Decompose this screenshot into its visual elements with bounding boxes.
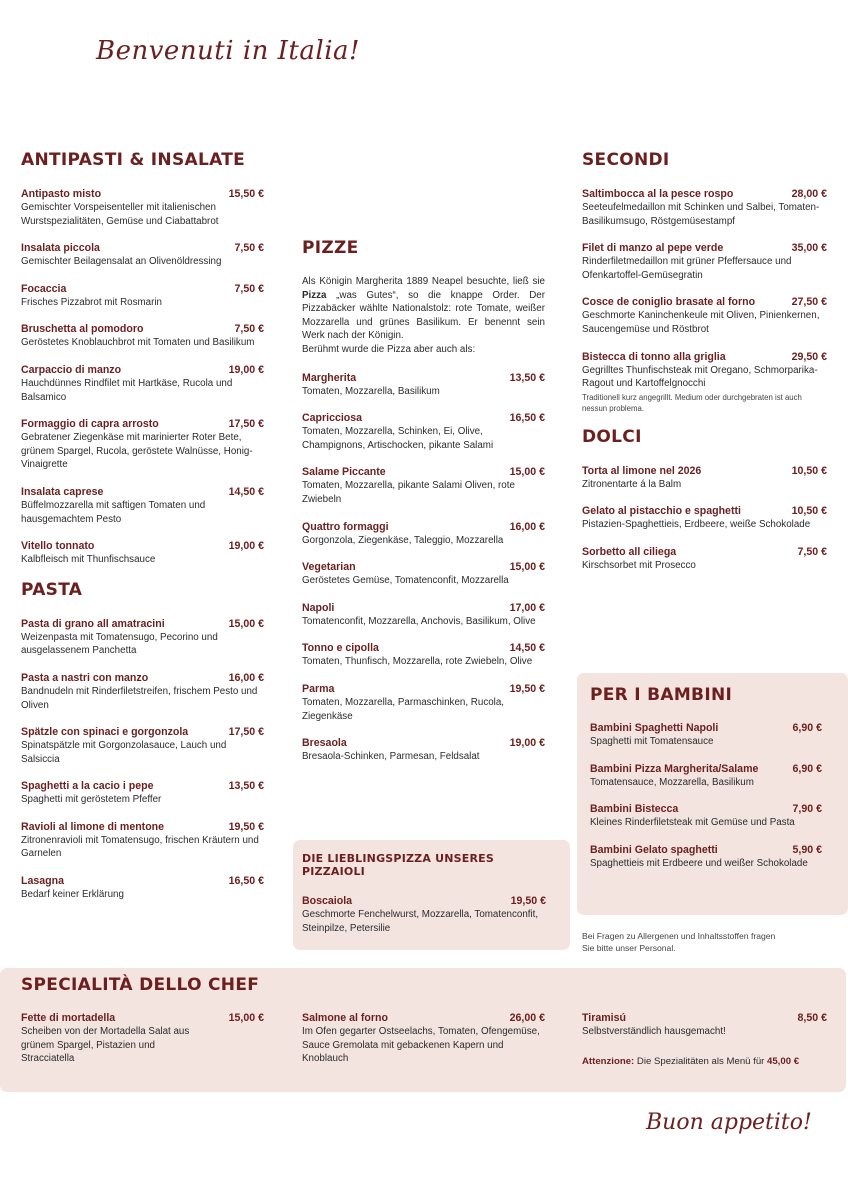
item-desc: Kalbfleisch mit Thunfischsauce — [21, 554, 156, 566]
menu-item — [590, 843, 822, 871]
item-desc: Geröstetes Knoblauchbrot mit Tomaten und Basilikum — [21, 337, 255, 349]
menu-item — [21, 187, 264, 228]
allergy-note: Bei Fragen zu Allergenen und Inhaltsstoffen fragen Sie bitte unser Personal. — [582, 931, 776, 953]
item-desc: Zitronenravioli mit Tomatensugo, frischen Kräutern und Garnelen — [21, 834, 259, 860]
menu-item — [582, 350, 827, 414]
item-price: 6,90 € — [792, 762, 822, 775]
item-name: Ravioli al limone di mentone — [21, 820, 165, 833]
item-desc: Tomaten, Thunfisch, Mozzarella, rote Zwiebeln, Olive — [302, 656, 533, 668]
item-desc: Tomaten, Mozzarella, Schinken, Ei, Olive, Champignons, Artischocken, pikante Salami — [302, 426, 494, 451]
item-price: 19,50 € — [510, 895, 546, 907]
item-price: 15,00 € — [509, 466, 545, 479]
item-name: Pasta a nastri con manzo — [21, 671, 149, 684]
item-name: Parma — [302, 682, 335, 695]
item-note: Traditionell kurz angegrillt. Medium oder durchgebraten ist auch nessun problema. — [582, 392, 802, 413]
menu-item — [302, 641, 545, 669]
item-desc: Tomaten, Mozzarella, Basilikum — [302, 385, 440, 397]
pizze-list — [302, 371, 545, 764]
right-column — [582, 150, 827, 586]
item-price: 27,50 € — [791, 296, 827, 309]
bambini-title: PER I BAMBINI — [590, 685, 733, 705]
pizze-intro-text-1: Als Königin Margherita 1889 Neapel besuchte, ließ sie — [302, 276, 545, 287]
bambini-box — [577, 673, 848, 915]
item-price: 17,50 € — [228, 726, 264, 739]
item-desc: Büffelmozzarella mit saftigen Tomaten und hausgemachtem Pesto — [21, 499, 206, 525]
menu-item — [582, 241, 827, 282]
item-price: 35,00 € — [791, 242, 827, 255]
secondi-list — [582, 187, 827, 414]
item-desc: Gemischter Vorspeisenteller mit italienischen Wurstspezialitäten, Gemüse und Ciabattabrot — [21, 202, 219, 227]
item-name: Bambini Bistecca — [590, 803, 679, 816]
item-name: Antipasto misto — [21, 188, 102, 200]
item-name: Bruschetta al pomodoro — [21, 323, 144, 336]
menu-item — [21, 485, 264, 526]
item-name: Napoli — [302, 601, 335, 614]
item-price: 17,00 € — [509, 601, 545, 614]
menu-item — [302, 465, 545, 506]
item-price: 15,00 € — [228, 617, 264, 630]
chef-specials-box — [0, 968, 846, 1092]
item-price: 7,50 € — [234, 282, 264, 295]
menu-item — [21, 241, 264, 269]
menu-item — [302, 1011, 545, 1066]
item-name: Tonno e cipolla — [302, 642, 379, 655]
item-desc: Selbstverständlich hausgemacht! — [582, 1026, 726, 1037]
item-desc: Tomaten, Mozzarella, pikante Salami Oliven, rote Zwiebeln — [302, 480, 515, 505]
item-name: Focaccia — [21, 282, 67, 295]
item-price: 15,00 € — [228, 1012, 264, 1024]
item-name: Vegetarian — [302, 561, 356, 574]
chef-menu-note — [582, 1055, 832, 1068]
item-name: Spaghetti a la cacio i pepe — [21, 780, 154, 793]
pizze-intro — [302, 275, 545, 357]
item-price: 5,90 € — [792, 843, 822, 856]
menu-item — [582, 504, 827, 532]
item-desc: Zitronentarte á la Balm — [582, 478, 682, 490]
item-price: 19,00 € — [509, 737, 545, 750]
pasta-title: PASTA — [21, 579, 83, 600]
item-desc: Kirschsorbet mit Prosecco — [582, 559, 696, 571]
menu-item — [21, 820, 264, 861]
item-price: 7,50 € — [797, 545, 827, 558]
item-name: Bambini Gelato spaghetti — [590, 843, 718, 856]
menu-item — [21, 417, 264, 472]
item-desc: Rinderfiletmedaillon mit grüner Pfeffersauce und Ofenkartoffel-Gemüsegratin — [582, 256, 792, 281]
item-price: 16,00 € — [228, 671, 264, 684]
attention-label: Attenzione: — [582, 1056, 635, 1067]
menu-item — [21, 363, 264, 404]
item-name: Gelato al pistacchio e spaghetti — [582, 505, 741, 518]
item-price: 28,00 € — [791, 188, 827, 200]
menu-item — [582, 1011, 827, 1039]
menu-item — [590, 762, 822, 790]
item-desc: Tomatenconfit, Mozzarella, Anchovis, Basilikum, Olive — [302, 615, 536, 627]
item-name: Spätzle con spinaci e gorgonzola — [21, 726, 189, 739]
item-desc: Bresaola-Schinken, Parmesan, Feldsalat — [302, 751, 480, 763]
menu-item — [582, 187, 827, 228]
item-price: 16,50 € — [509, 412, 545, 425]
item-price: 26,00 € — [509, 1012, 545, 1024]
menu-item — [302, 736, 545, 764]
secondi-title: SECONDI — [582, 150, 670, 170]
menu-item — [582, 545, 827, 573]
greeting-script: Benvenuti in Italia! — [96, 36, 360, 66]
favorite-pizza-title: DIE LIEBLINGSPIZZA UNSERES PIZZAIOLI — [302, 852, 494, 878]
item-desc: Scheiben von der Mortadella Salat aus grünem Spargel, Pistazien und Stracciatella — [21, 1026, 190, 1065]
menu-item — [302, 371, 545, 399]
antipasti-title: ANTIPASTI & INSALATE — [21, 150, 246, 170]
item-name: Capricciosa — [302, 412, 363, 425]
item-price: 19,50 € — [509, 682, 545, 695]
item-price: 13,50 € — [509, 371, 545, 384]
item-price: 15,50 € — [228, 188, 264, 200]
item-price: 7,50 € — [234, 242, 264, 255]
item-price: 29,50 € — [791, 350, 827, 363]
item-name: Filet di manzo al pepe verde — [582, 242, 724, 255]
chef-title: SPECIALITÀ DELLO CHEF — [21, 975, 260, 995]
item-price: 6,90 € — [792, 722, 822, 734]
pizze-intro-text-2: „was Gutes“, so die knappe Order. Der Pizzabäcker wählte Nationalstolz: rote Tomate, weißer Mozzarella und grünes Basilikum. Er benennt sein Werk nach der Königin. — [302, 289, 545, 342]
menu-item — [302, 601, 545, 629]
dolci-title: DOLCI — [582, 426, 642, 447]
menu-item — [21, 282, 264, 310]
item-price: 13,50 € — [228, 780, 264, 793]
menu-item — [302, 560, 545, 588]
item-name: Carpaccio di manzo — [21, 363, 122, 376]
menu-item — [21, 779, 264, 807]
item-price: 10,50 € — [791, 505, 827, 518]
item-desc: Seeteufelmedaillon mit Schinken und Salbei, Tomaten-Basilikumsugo, Röstgemüsestampf — [582, 202, 820, 227]
menu-item — [21, 322, 264, 350]
item-name: Salmone al forno — [302, 1012, 388, 1024]
closing-script: Buon appetito! — [646, 1110, 812, 1135]
item-name: Insalata caprese — [21, 485, 104, 498]
menu-item — [582, 464, 827, 492]
attention-text: Die Spezialitäten als Menü für — [634, 1056, 768, 1067]
item-desc: Tomaten, Mozzarella, Parmaschinken, Rucola, Ziegenkäse — [302, 696, 505, 722]
middle-column — [302, 238, 545, 777]
menu-item — [21, 617, 264, 658]
item-desc: Spinatspätzle mit Gorgonzolasauce, Lauch und Salsiccia — [21, 740, 227, 765]
item-desc: Geröstetes Gemüse, Tomatenconfit, Mozzarella — [302, 575, 509, 587]
menu-item — [21, 725, 264, 766]
item-price: 16,50 € — [228, 875, 264, 888]
item-name: Fette di mortadella — [21, 1012, 116, 1024]
item-price: 10,50 € — [791, 464, 827, 477]
item-desc: Geschmorte Kaninchenkeule mit Oliven, Pinienkernen, Saucengemüse und Röstbrot — [582, 310, 820, 335]
item-desc: Gegrilltes Thunfischsteak mit Oregano, Schmorparika-Ragout und Kartoffelgnocchi — [582, 364, 818, 390]
item-price: 8,50 € — [797, 1012, 827, 1024]
menu-item — [302, 894, 546, 935]
item-name: Bambini Spaghetti Napoli — [590, 722, 719, 734]
item-price: 19,00 € — [228, 540, 264, 553]
item-desc: Weizenpasta mit Tomatensugo, Pecorino und ausgelassenem Panchetta — [21, 631, 218, 657]
item-name: Bresaola — [302, 737, 347, 750]
item-desc: Gemischter Beilagensalat an Olivenöldressing — [21, 256, 222, 268]
favorite-pizza-box — [293, 840, 570, 950]
item-desc: Pistazien-Spaghettieis, Erdbeere, weiße Schokolade — [582, 519, 811, 531]
item-price: 7,50 € — [234, 323, 264, 336]
item-desc: Tomatensauce, Mozzarella, Basilikum — [590, 776, 754, 788]
attention-price: 45,00 € — [767, 1056, 800, 1067]
item-desc: Hauchdünnes Rindfilet mit Hartkäse, Rucola und Balsamico — [21, 377, 233, 403]
item-name: Pasta di grano all amatracini — [21, 617, 165, 630]
menu-item — [21, 874, 264, 902]
pasta-list — [21, 617, 264, 902]
bambini-list — [590, 721, 822, 870]
item-desc: Gorgonzola, Ziegenkäse, Taleggio, Mozzarella — [302, 534, 504, 546]
item-price: 7,90 € — [792, 803, 822, 816]
item-desc: Im Ofen gegarter Ostseelachs, Tomaten, Ofengemüse, Sauce Gremolata mit gebackenen Kapern und Knoblauch — [302, 1026, 540, 1065]
item-desc: Bandnudeln mit Rinderfiletstreifen, frischem Pesto und Oliven — [21, 685, 258, 711]
item-name: Tiramisú — [582, 1012, 626, 1024]
item-name: Saltimbocca al la pesce rospo — [582, 188, 734, 200]
pizze-title: PIZZE — [302, 238, 359, 258]
item-price: 15,00 € — [509, 561, 545, 574]
item-price: 17,50 € — [228, 418, 264, 431]
menu-item — [302, 682, 545, 723]
left-column — [21, 150, 264, 915]
pizze-intro-bold: Pizza — [302, 289, 327, 301]
menu-item — [302, 411, 545, 452]
item-name: Sorbetto all ciliega — [582, 545, 677, 558]
item-name: Torta al limone nel 2026 — [582, 464, 702, 477]
menu-item — [590, 802, 822, 830]
item-desc: Spaghettieis mit Erdbeere und weißer Schokolade — [590, 857, 808, 869]
menu-item — [582, 295, 827, 336]
menu-item — [21, 1011, 264, 1066]
item-price: 14,50 € — [228, 485, 264, 498]
item-desc: Kleines Rinderfiletsteak mit Gemüse und Pasta — [590, 817, 795, 829]
item-name: Formaggio di capra arrosto — [21, 418, 159, 431]
item-name: Lasagna — [21, 875, 64, 888]
item-name: Insalata piccola — [21, 242, 100, 255]
menu-item — [590, 721, 822, 749]
menu-item — [302, 520, 545, 548]
item-desc: Gebratener Ziegenkäse mit marinierter Roter Bete, grünem Spargel, Rucola, geröstete Walnüsse, Honig-Vinaigrette — [21, 432, 253, 471]
item-price: 14,50 € — [509, 642, 545, 655]
item-desc: Spaghetti mit geröstetem Pfeffer — [21, 794, 162, 806]
dolci-list — [582, 464, 827, 573]
item-desc: Spaghetti mit Tomatensauce — [590, 736, 714, 747]
item-name: Vitello tonnato — [21, 540, 95, 553]
item-price: 19,50 € — [228, 820, 264, 833]
item-name: Salame Piccante — [302, 466, 386, 479]
antipasti-list — [21, 187, 264, 567]
menu-item — [21, 539, 264, 567]
item-price: 19,00 € — [228, 363, 264, 376]
item-name: Bistecca di tonno alla griglia — [582, 350, 726, 363]
item-name: Quattro formaggi — [302, 520, 389, 533]
item-desc: Geschmorte Fenchelwurst, Mozzarella, Tomatenconfit, Steinpilze, Petersilie — [302, 909, 539, 934]
item-name: Bambini Pizza Margherita/Salame — [590, 762, 759, 775]
pizze-intro-text-3: Berühmt wurde die Pizza aber auch als: — [302, 343, 476, 355]
item-desc: Frisches Pizzabrot mit Rosmarin — [21, 296, 162, 308]
item-name: Boscaiola — [302, 895, 353, 907]
item-desc: Bedarf keiner Erklärung — [21, 889, 124, 901]
item-price: 16,00 € — [509, 520, 545, 533]
item-name: Margherita — [302, 371, 357, 384]
menu-item — [21, 671, 264, 712]
item-name: Cosce de coniglio brasate al forno — [582, 296, 756, 309]
